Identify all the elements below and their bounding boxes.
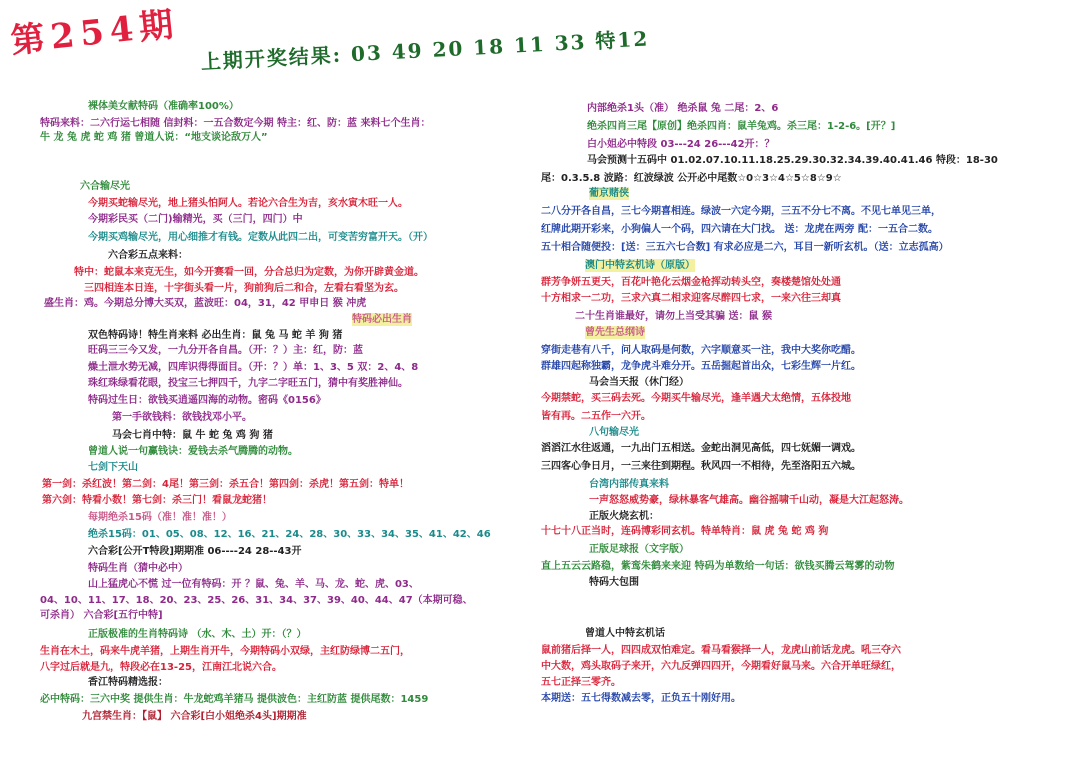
- right-text-line: 十方相求一二功，三求六真二相求迎客尽醉四七求，一来六往三却真: [541, 293, 841, 304]
- left-text-line: 特码过生日：欲钱买逍遥四海的动物。密码《0156》: [88, 395, 326, 406]
- right-text-line: 白小姐必中特段 03---24 26---42开：？: [587, 139, 775, 150]
- right-text-line: 五十相合随便投：[送：三五六七合数] 有求必应是二六，耳目一新听玄机。（送：立志孤高）: [541, 242, 949, 253]
- left-text-line: 八字过后就是九，特段必在13-25，江南江北说六合。: [40, 662, 282, 673]
- right-text-line: 台湾内部传真来料: [589, 479, 669, 490]
- left-text-line: 山上猛虎心不慌 过一位有特码：开 ？鼠、兔、羊、马、龙、蛇、虎、03、: [88, 579, 419, 590]
- right-text-line: 直上五云云路稳，紫鸾朱鹤来来迎 特码为单数给一句话：欲钱买腾云驾雾的动物: [541, 561, 895, 572]
- left-text-line: 特码来料：二六行运七相随 信封料：一五合数定今期 特主：红、防：蓝 来料七个生肖：: [40, 118, 431, 129]
- left-text-line: 燥土泄水势无减，四库识得得面目。（开：？）单：1、3、5 双：2、4、8: [88, 362, 419, 373]
- right-text-line: 尾：0.3.5.8 波路：红波绿波 公开必中尾数☆0☆3☆4☆5☆8☆9☆: [541, 173, 842, 184]
- right-text-line: 二八分开各自昌，三七今期喜相连。绿波一六定今期，三五不分七不离。不见七单见三单，: [541, 206, 941, 217]
- left-text-line: 正版极准的生肖特码诗 （水、木、土）开：（？）: [88, 629, 307, 640]
- right-text-line: 曾道人中特玄机话: [585, 628, 665, 639]
- right-text-line: 三四客心争日月，一三来往到期程。秋风四一不相待，先至洛阳五六城。: [541, 461, 861, 472]
- left-text-line: 今期买蛇输尽光，地上猪头怕阿人。若论六合生为吉，亥水寅木旺一人。: [88, 198, 408, 209]
- right-text-line: 葡京赌侠: [589, 188, 629, 199]
- left-text-line: 第六剑：特看小数！第七剑：杀三门！看鼠龙蛇猪！: [42, 495, 272, 506]
- left-text-line: 七剑下天山: [88, 462, 138, 473]
- left-text-line: 必中特码：三六中奖 提供生肖：牛龙蛇鸡羊猪马 提供波色：主红防蓝 提供尾数：1459: [40, 694, 429, 705]
- right-text-line: 马会预测十五码中 01.02.07.10.11.18.25.29.30.32.34.39.40.41.46 特段：18-30: [587, 155, 998, 166]
- left-text-line: 绝杀15码：01、05、08、12、16、21、24、28、30、33、34、35、41、42、46: [88, 529, 491, 540]
- left-text-line: 牛 龙 兔 虎 蛇 鸡 猪 曾道人说：“地支谈论敌万人”: [40, 132, 268, 143]
- left-text-line: 可杀肖） 六合彩[五行中特]: [40, 610, 163, 621]
- right-text-line: 澳门中特玄机诗（原版）: [585, 260, 695, 271]
- left-text-line: 香江特码精选报：: [88, 677, 168, 688]
- right-text-line: 本期送：五七得数减去零，正负五十刚好用。: [541, 693, 741, 704]
- right-text-line: 穿街走巷有八千，问人取码是何数，六字顺意买一注，我中大奖你吃醋。: [541, 345, 861, 356]
- right-text-line: 内部绝杀1头（准） 绝杀鼠 兔 二尾：2、6: [587, 103, 779, 114]
- left-text-line: 04、10、11、17、18、20、23、25、26、31、34、37、39、40、44、47（本期可稳、: [40, 595, 473, 606]
- issue-title: 第254期: [8, 4, 182, 62]
- right-text-line: 正版火烧玄机：: [589, 511, 659, 522]
- right-text-line: 今期禁蛇，买三码去死。今期买牛输尽光，逢羊遇犬太绝情，五体投地: [541, 393, 851, 404]
- left-text-line: 六合彩[公开T特段]期期准 06----24 28--43开: [88, 546, 302, 557]
- left-text-line: 特中：蛇鼠本来克无生，如今开赛看一回，分合总归为定数，为你开辟黄金道。: [74, 267, 424, 278]
- left-text-line: 今期彩民买（二门)输精光，买（三门，四门）中: [88, 214, 303, 225]
- left-text-line: 特码必出生肖: [352, 314, 412, 325]
- left-text-line: 第一手欲钱料：欲钱找邓小平。: [112, 412, 252, 423]
- right-text-line: 滔滔江水往返通，一九出门五相送。金蛇出洞见高低，四七妩媚一调戏。: [541, 443, 861, 454]
- right-text-line: 曾先生总纲诗: [585, 327, 645, 338]
- left-text-line: 盛生肖：鸡。今期总分博大买双，蓝波旺：04，31，42 甲申日 猴 冲虎: [44, 298, 367, 309]
- left-text-line: 今期买鸡输尽光，用心细推才有钱。定数从此四二出，可变苦穷富开天。（开）: [88, 232, 433, 243]
- right-text-line: 皆有再。二五作一六开。: [541, 411, 651, 422]
- left-text-line: 曾道人说一句赢钱诀：爱钱去杀气腾腾的动物。: [88, 446, 298, 457]
- left-text-line: 第一剑：杀红波！第二剑：4尾！第三剑：杀五合！第四剑：杀虎！第五剑：特单！: [42, 479, 409, 490]
- right-text-line: 绝杀四肖三尾【原创】绝杀四肖：鼠羊兔鸡。杀三尾：1-2-6。[开？]: [587, 121, 896, 132]
- right-text-line: 群芳争妍五更天，百花叶艳化云烟金枪挥动转头空，奏楼楚馆处处通: [541, 277, 841, 288]
- right-text-line: 鼠前猪后择一人，四四成双怕难定。看马看猴择一人，龙虎山前话龙虎。吼三夺六: [541, 645, 901, 656]
- left-text-line: 六合输尽光: [80, 181, 130, 192]
- left-text-line: 双色特码诗！特生肖来料 必出生肖：鼠 兔 马 蛇 羊 狗 猪: [88, 330, 343, 341]
- right-text-line: 十七十八正当时，连码博彩同玄机。特单特肖：鼠 虎 兔 蛇 鸡 狗: [541, 526, 829, 537]
- right-text-line: 特码大包围: [589, 577, 639, 588]
- right-text-line: 红牌此期开彩来，小狗偏人一个码，四六请在大门找。 送：龙虎在两旁 配：一五合二数。: [541, 224, 938, 235]
- right-text-line: 中大数，鸡头取码子来开，六九反弹四四开，今期看好鼠马来。六合开单旺绿红，: [541, 661, 901, 672]
- right-text-line: 一声怒怒威势豪，绿林暴客气雄高。幽谷摇啸千山动，凝是大江起怒涛。: [589, 495, 909, 506]
- left-text-line: 九宫禁生肖：【鼠】 六合彩[白小姐绝杀4头]期期准: [82, 711, 307, 722]
- left-text-line: 每期绝杀15码（准！准！准！）: [88, 512, 232, 523]
- last-result: 上期开奖结果: 03 49 20 18 11 33 特12: [200, 26, 650, 74]
- right-text-line: 二十生肖谁最好，请勿上当受其骗 送：鼠 猴: [575, 311, 772, 322]
- right-text-line: 八句输尽光: [589, 427, 639, 438]
- left-text-line: 珠红珠绿看花眼，投宝三七押四千，九字二字旺五门，猜中有奖胜神仙。: [88, 378, 408, 389]
- right-text-line: 正版足球报（文字版）: [589, 544, 689, 555]
- right-text-line: 马会当天报（休门经）: [589, 377, 689, 388]
- left-text-line: 裸体美女献特码（准确率100%）: [88, 101, 239, 112]
- right-text-line: 五七正择三零齐。: [541, 677, 621, 688]
- left-text-line: 旺码三三今又发，一九分开各自昌。（开：？）主：红，防：蓝: [88, 345, 363, 356]
- left-text-line: 特码生肖（猜中必中）: [88, 563, 188, 574]
- right-text-line: 群雄四起称独霸，龙争虎斗难分开。五岳掘起首出众，七彩生辉一片红。: [541, 361, 861, 372]
- left-text-line: 马会七肖中特：鼠 牛 蛇 兔 鸡 狗 猪: [112, 430, 273, 441]
- left-text-line: 生肖在木土，码来牛虎羊猪，上期生肖开牛，今期特码小双绿，主红防绿博二五门，: [40, 646, 410, 657]
- left-text-line: 三四相连本日连，十字街头看一片，狗前狗后二和合，左看右看坚为玄。: [84, 283, 404, 294]
- left-text-line: 六合彩五点来料：: [108, 250, 188, 261]
